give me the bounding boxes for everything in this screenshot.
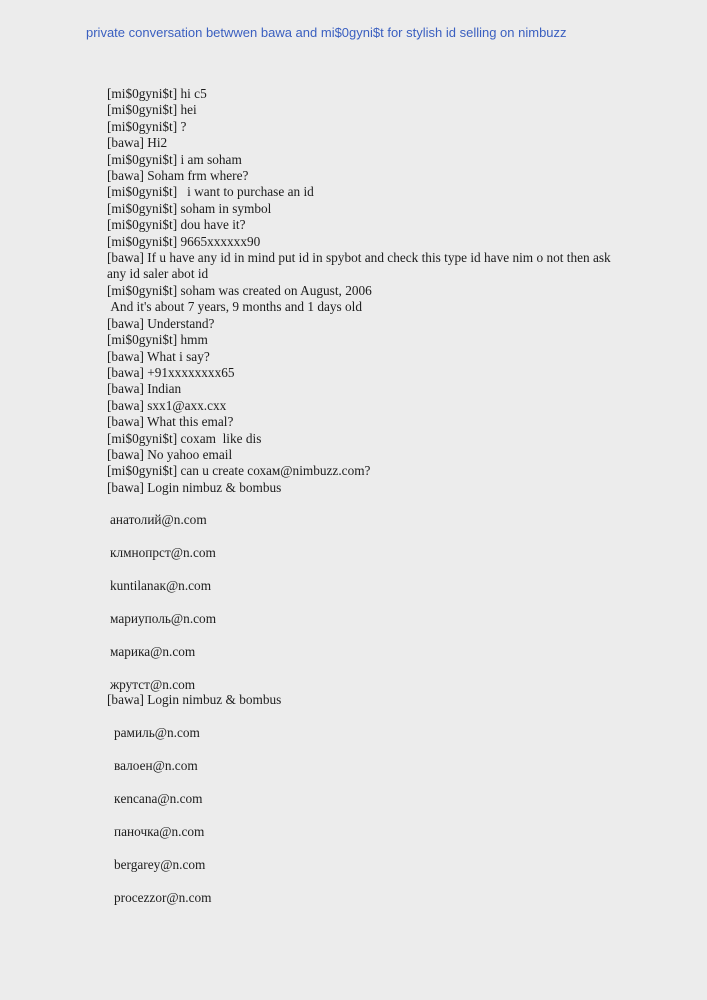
chat-line: [mi$0gyni$t] coxam like dis [107,430,262,446]
email-item: клмнопрст@n.com [110,545,216,560]
chat-line: [mi$0gyni$t] hi c5 [107,86,207,101]
page-title: private conversation betwwen bawa and mi$0gyni$t for stylish id selling on nimbuzz [86,25,567,40]
email-item: жрутст@n.com [110,677,196,692]
chat-line: [bawa] +91xxxxxxxx65 [107,364,235,380]
chat-line: And it's about 7 years, 9 months and 1 days old [107,299,363,315]
email-item: рамиль@n.com [114,725,200,740]
chat-line: [mi$0gyni$t] hmm [107,332,208,348]
chat-line: [mi$0gyni$t] dou have it? [107,217,246,233]
chat-line: [bawa] Understand? [107,315,215,331]
chat-line: [mi$0gyni$t] ? [107,118,187,134]
email-item: валоен@n.com [114,758,198,773]
email-item: анатолий@n.com [110,512,207,527]
chat-line: [mi$0gyni$t] soham was created on August, 2006 [107,282,372,298]
email-item: кencana@n.com [114,791,203,806]
chat-line: [bawa] Soham frm where? [107,168,249,184]
email-item: мариуполь@n.com [110,611,217,626]
chat-line: [bawa] Login nimbuz & bombus [107,692,282,707]
email-item: паночка@n.com [114,824,205,839]
email-list-1 [110,512,216,710]
chat-line: [bawa] What this emal? [107,414,234,430]
chat-transcript [107,86,615,496]
chat-line: [bawa] Indian [107,381,182,397]
chat-line: [mi$0gyni$t] hei [107,102,197,118]
chat-line: [mi$0gyni$t] soham in symbol [107,200,272,216]
chat-line: [mi$0gyni$t] i am soham [107,151,242,167]
chat-line: [bawa] sxx1@axx.cxx [107,397,227,413]
chat-line: [bawa] No yahoo email [107,446,233,462]
email-item: bergarey@n.com [114,857,206,872]
chat-line: [bawa] Login nimbuz & bombus [107,479,282,495]
email-list-2 [114,725,212,923]
chat-line: [mi$0gyni$t] can u create сохам@nimbuzz.com? [107,463,371,479]
email-item: procezzor@n.com [114,890,212,905]
chat-line: [bawa] Hi2 [107,135,168,151]
email-item: марика@n.com [110,644,196,659]
chat-line: [bawa] What i say? [107,348,210,364]
email-item: kuntilanак@n.com [110,578,212,593]
chat-line: [mi$0gyni$t] i want to purchase an id [107,184,314,200]
chat-line: [mi$0gyni$t] 9665xxxxxx90 [107,233,261,249]
chat-line: [bawa] If u have any id in mind put id in spybot and check this type id have nim o not then ask any id saler abot id [107,250,615,282]
